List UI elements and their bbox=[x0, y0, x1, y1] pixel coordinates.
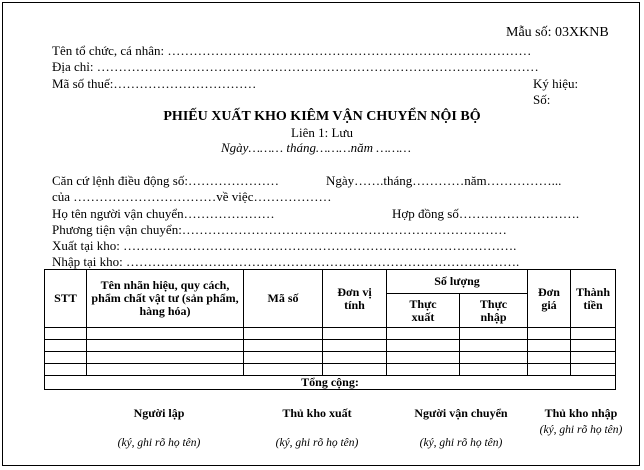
header-code: Mã số bbox=[244, 270, 323, 328]
form-title: PHIẾU XUẤT KHO KIÊM VẬN CHUYỂN NỘI BỘ bbox=[163, 109, 481, 124]
carrier-field: Họ tên người vận chuyển………………… bbox=[52, 206, 275, 221]
header-actual-out: Thực xuất bbox=[387, 294, 460, 328]
org-name-field: Tên tổ chức, cá nhân: ………………………………………………………………………… bbox=[52, 43, 532, 58]
header-name: Tên nhãn hiệu, quy cách, phẩm chất vật tư (sản phẩm, hàng hóa) bbox=[87, 270, 244, 328]
vehicle-field: Phương tiện vận chuyển:………………………………………………………………… bbox=[52, 222, 507, 237]
address-field: Địa chỉ: ………………………………………………………………………………………… bbox=[52, 59, 539, 74]
total-row: Tổng cộng: bbox=[45, 376, 616, 390]
form-code: Mẫu số: 03XKNB bbox=[506, 25, 609, 40]
order-basis-field: Căn cứ lệnh điều động số:………………… bbox=[52, 173, 279, 188]
signature-role-carrier: Người vận chuyển bbox=[414, 406, 508, 420]
signature-note-out-keeper: (ký, ghi rõ họ tên) bbox=[275, 437, 359, 449]
table-row bbox=[45, 328, 616, 340]
of-field: của ……………………………về việc……………… bbox=[52, 189, 332, 204]
table-row bbox=[45, 340, 616, 352]
to-warehouse-field: Nhập tại kho: ………………………………………………………………………………. bbox=[52, 254, 520, 269]
signature-note-carrier: (ký, ghi rõ họ tên) bbox=[419, 437, 503, 449]
table-row bbox=[45, 352, 616, 364]
signature-note-in-keeper: (ký, ghi rõ họ tên) bbox=[539, 424, 623, 436]
signature-role-creator: Người lập bbox=[133, 406, 185, 420]
header-amount: Thành tiền bbox=[571, 270, 616, 328]
tax-code-field: Mã số thuế:…………………………… bbox=[52, 76, 257, 91]
header-quantity: Số lượng bbox=[387, 270, 528, 294]
header-unit: Đơn vị tính bbox=[323, 270, 387, 328]
signature-role-out-keeper: Thủ kho xuất bbox=[282, 406, 352, 420]
table-row bbox=[45, 364, 616, 376]
header-stt: STT bbox=[45, 270, 87, 328]
from-warehouse-field: Xuất tại kho: ………………………………………………………………………………. bbox=[52, 238, 517, 253]
signature-note-creator: (ký, ghi rõ họ tên) bbox=[117, 437, 201, 449]
date-line: Ngày……… tháng………năm ……… bbox=[221, 140, 411, 155]
header-actual-in: Thực nhập bbox=[460, 294, 528, 328]
signature-role-in-keeper: Thủ kho nhập bbox=[544, 406, 618, 420]
header-price: Đơn giá bbox=[528, 270, 571, 328]
contract-field: Hợp đồng số………………………. bbox=[392, 206, 580, 221]
copy-label: Liên 1: Lưu bbox=[291, 125, 353, 140]
items-table bbox=[44, 269, 616, 390]
number-label: Số: bbox=[533, 92, 551, 107]
symbol-label: Ký hiệu: bbox=[533, 76, 579, 91]
order-date-field: Ngày…….tháng…………năm……………... bbox=[326, 173, 562, 188]
